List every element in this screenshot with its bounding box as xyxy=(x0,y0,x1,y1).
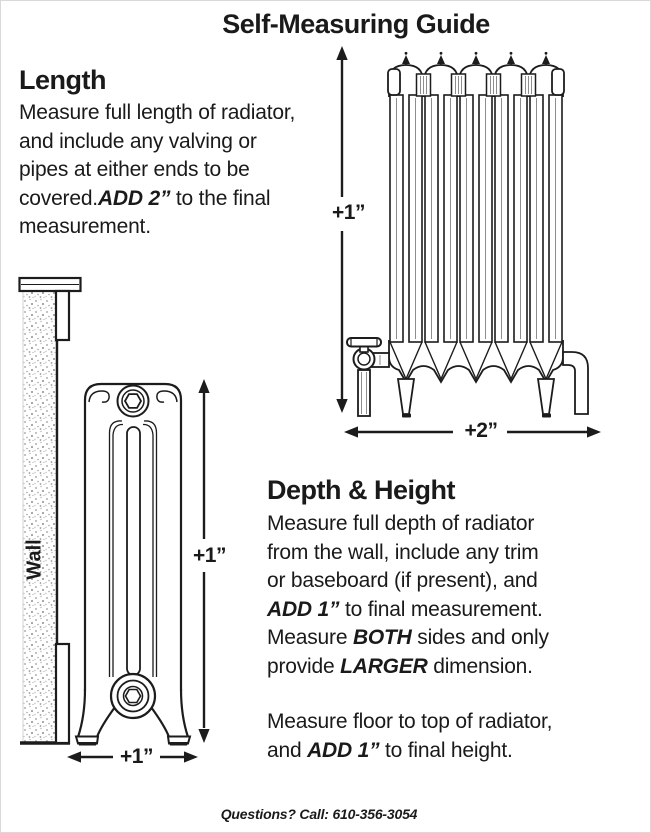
radiator-valve xyxy=(347,338,389,416)
height-note: Measure floor to top of radiator, and ADD 1” to final height. xyxy=(267,710,553,762)
front-height-label: +1” xyxy=(325,200,372,225)
right-end-cap xyxy=(552,69,564,95)
front-radiator-illustration xyxy=(347,52,588,418)
footer-contact: Questions? Call: 610-356-3054 xyxy=(220,806,418,822)
depth-height-body: Measure full depth of radiator from the wall, include any trim or baseboard (if present), and ADD 1” to final measurement. Measure BOTH sides and only provide LARGER dimension. xyxy=(267,512,549,678)
return-pipe xyxy=(563,352,588,414)
bottom-hub-valve xyxy=(111,674,155,718)
depth-height-section xyxy=(267,475,602,681)
radiator-sections xyxy=(389,52,563,379)
baseboard xyxy=(56,644,69,743)
length-body: Measure full length of radiator, and include any valving or pipes at either ends to be covered.ADD 2” to the final measurement. xyxy=(19,101,296,238)
side-depth-label: +1” xyxy=(113,744,160,769)
front-length-label: +2” xyxy=(456,418,506,443)
wall-label: Wall xyxy=(23,538,46,580)
depth-height-heading: Depth & Height xyxy=(267,475,455,505)
wall-illustration xyxy=(20,278,81,743)
front-radiator-legs xyxy=(398,379,554,418)
page-title: Self-Measuring Guide xyxy=(222,9,490,39)
side-radiator-illustration xyxy=(76,384,190,746)
side-height-label: +1” xyxy=(186,543,233,568)
wall-trim xyxy=(56,291,69,340)
length-section xyxy=(19,65,349,242)
top-hex-plug xyxy=(118,386,149,417)
length-heading: Length xyxy=(19,65,106,95)
left-end-cap xyxy=(388,69,400,95)
